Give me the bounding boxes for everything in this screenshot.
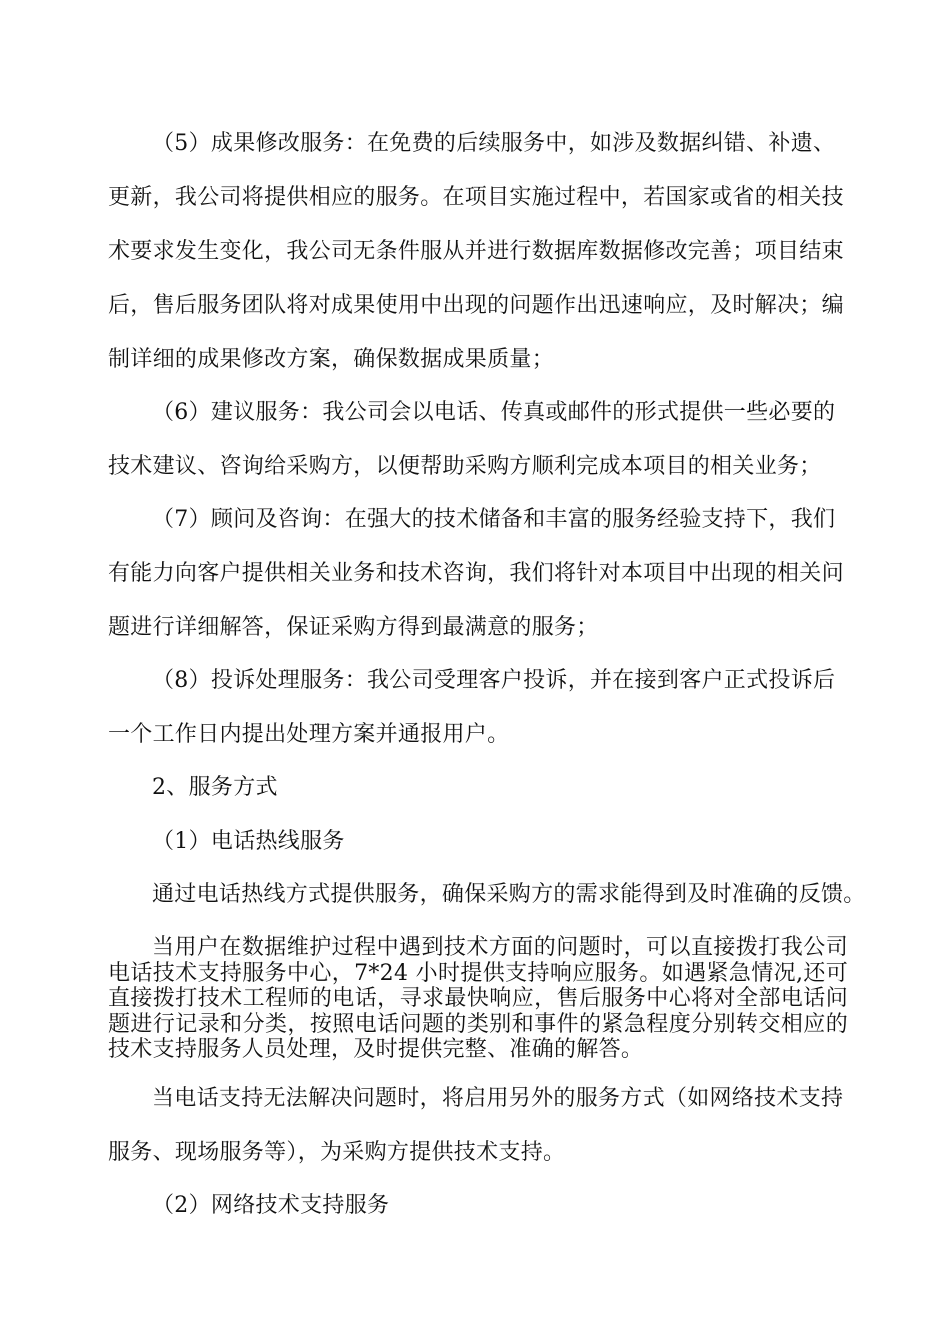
p5-line-2: 更新，我公司将提供相应的服务。在项目实施过程中，若国家或省的相关技 [108, 185, 844, 210]
sub-1-paragraph-1: 通过电话热线方式提供服务，确保采购方的需求能得到及时准确的反馈。 [152, 882, 866, 907]
section-2-heading: 2、服务方式 [152, 775, 278, 800]
sub-1-paragraph-2: 当用户在数据维护过程中遇到技术方面的问题时，可以直接拨打我公司电话技术支持服务中心，7*24 小时提供支持响应服务。如遇紧急情况,还可直接拨打技术工程师的电话，寻求最快响应，售后服务中心将对全部电话问题进行记录和分类，按照电话问题的类别和事件的紧急程度分别转交相应的技术支持服务人员处理，及时提供完整、准确的解答。 [108, 935, 848, 1062]
p7-line-1: （7）顾问及咨询：在强大的技术储备和丰富的服务经验支持下，我们 [152, 507, 836, 532]
sub-2-heading: （2）网络技术支持服务 [152, 1193, 390, 1218]
sub-1-paragraph-3-line-1: 当电话支持无法解决问题时，将启用另外的服务方式（如网络技术支持 [152, 1086, 844, 1111]
p6-line-1: （6）建议服务：我公司会以电话、传真或邮件的形式提供一些必要的 [152, 400, 836, 425]
p8-line-2: 一个工作日内提出处理方案并通报用户。 [108, 722, 510, 747]
p7-line-2: 有能力向客户提供相关业务和技术咨询，我们将针对本项目中出现的相关问 [108, 561, 844, 586]
p5-line-5: 制详细的成果修改方案，确保数据成果质量； [108, 347, 555, 372]
p5-line-3: 术要求发生变化，我公司无条件服从并进行数据库数据修改完善；项目结束 [108, 239, 844, 264]
p8-line-1: （8）投诉处理服务：我公司受理客户投诉，并在接到客户正式投诉后 [152, 668, 836, 693]
sub-1-paragraph-3-line-2: 服务、现场服务等），为采购方提供技术支持。 [108, 1140, 566, 1165]
sub-1-heading: （1）电话热线服务 [152, 829, 345, 854]
p5-line-1: （5）成果修改服务：在免费的后续服务中，如涉及数据纠错、补遗、 [152, 131, 836, 156]
p7-line-3: 题进行详细解答，保证采购方得到最满意的服务； [108, 615, 599, 640]
p5-line-4: 后，售后服务团队将对成果使用中出现的问题作出迅速响应，及时解决；编 [108, 293, 844, 318]
p6-line-2: 技术建议、咨询给采购方，以便帮助采购方顺利完成本项目的相关业务； [108, 454, 822, 479]
